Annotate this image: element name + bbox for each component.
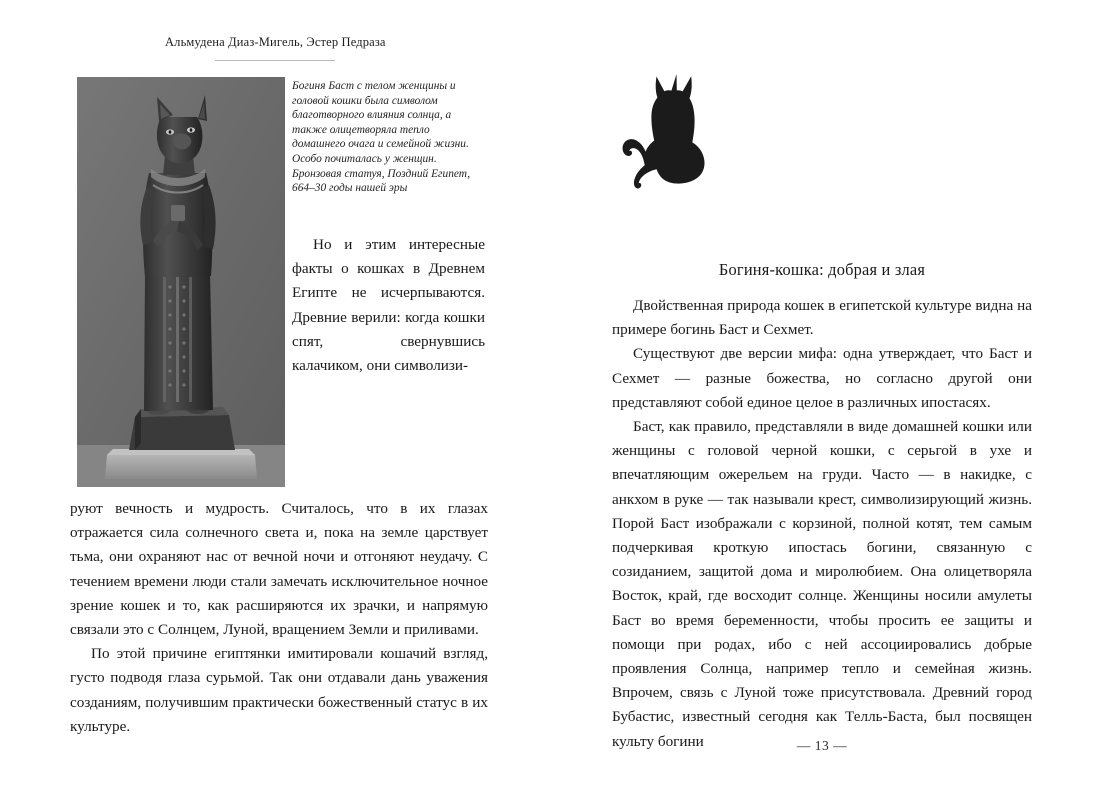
cat-silhouette-icon <box>620 68 730 213</box>
page-number: — 13 — <box>796 738 848 753</box>
right-column-text <box>612 294 1032 754</box>
bastet-statue-illustration <box>77 77 285 487</box>
paragraph: Баст, как правило, представляли в виде домашней кошки или женщины с головой черной кошки, с серьгой в ухе и впечатляющим ожерельем на груди. Часто — в накидке, с анкхом в руке — так называли крест, символизирующий жизнь. Порой Баст изображали с корзиной, полной котят, тем самым подчеркивая кроткую ипостась богини, связанную с созиданием, защитой дома и миролюбием. Она олицетворяла Восток, край, где восходит солнце. Женщины носили амулеты Баст во время беременности, чтобы просить ее защиты и помощи при родах, ибо с ней ассоциировались добрые проявления Солнца, например тепло и семейная жизнь. Впрочем, связь с Луной тоже присутствовала. Древний город Бубастис, известный сегодня как Телль-Баста, был посвящен культу богини <box>612 418 1032 750</box>
paragraph: Двойственная природа кошек в египетской культуре видна на примере богинь Баст и Сехмет. <box>612 297 1032 339</box>
paragraph: Существуют две версии мифа: одна утверждает, что Баст и Сехмет — разные божества, но согласно другой они представляют собой единое целое в различных ипостасях. <box>612 345 1032 411</box>
black-cat-icon <box>620 68 730 213</box>
figure-caption: Богиня Баст с телом женщины и головой кошки была символом благотворного влияния солнца, а также олицетворяла тепло домашнего очага и семейной жизни. Особо почиталась у женщин. Бронзовая статуя, Поздний Египет, 664–30 годы нашей эры <box>292 80 471 195</box>
paragraph: Но и этим интересные факты о кошках в Древнем Египте не исчерпываются. Древние верили: когда кошки спят, свернувшись калачиком, они символизи- <box>292 236 485 375</box>
left-column-narrow-text <box>292 233 485 378</box>
header-divider-rule <box>215 60 335 61</box>
left-column-wide-text <box>70 497 488 739</box>
bastet-statue-photo <box>77 77 285 487</box>
running-head: Альмудена Диаз-Мигель, Эстер Педраза <box>165 35 386 49</box>
paragraph: руют вечность и мудрость. Считалось, что в их глазах отражается сила солнечного света и, пока на земле царствует тьма, они охраняют нас от вечной ночи и отгоняют неудачу. С течением времени люди стали замечать исключительное ночное зрение кошек и то, как расширяются их зрачки, и напрямую связали это с Солнцем, Луной, вращением Земли и приливами. <box>70 500 488 639</box>
paragraph: По этой причине египтянки имитировали кошачий взгляд, густо подводя глаза сурьмой. Так они отдавали дань уважения созданиям, получившим практически божественный статус в их культуре. <box>70 645 488 735</box>
section-heading: Богиня-кошка: добрая и злая <box>718 260 926 279</box>
